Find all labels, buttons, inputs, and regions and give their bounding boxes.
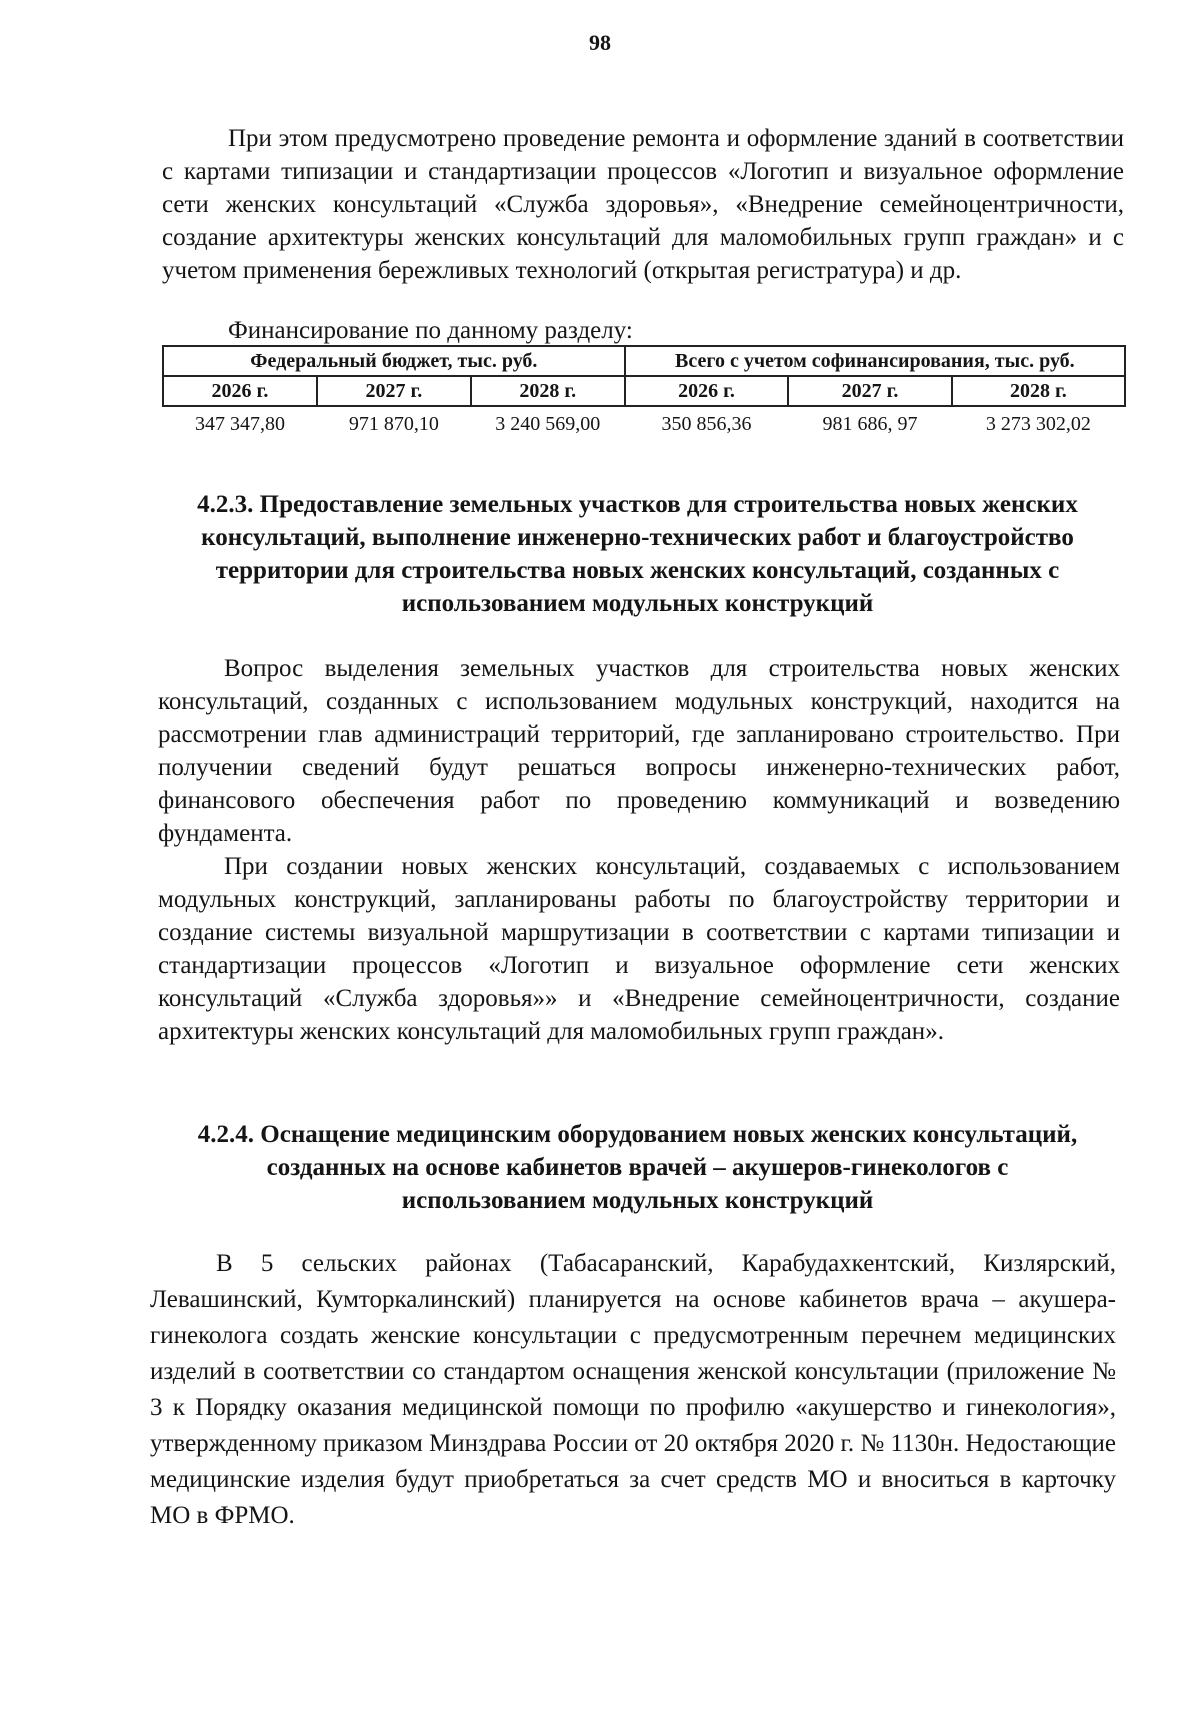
finance-year-header-row (163, 376, 1125, 406)
finance-group-header-row (163, 346, 1125, 376)
section-4-2-3-paragraph-2: При создании новых женских консультаций, создаваемых с использованием модульных конструкций, запланированы работы по благоустройству территории и создание системы визуальной маршрутизации в соответствии с картами типизации и стандартизации процессов «Логотип и визуальное оформление сети женских консультаций «Служба здоровья»» и «Внедрение семейноцентричности, создание архитектуры женских консультаций для маломобильных групп граждан». (158, 853, 1120, 1045)
section-heading-4-2-3: 4.2.3. Предоставление земельных участков для строительства новых женских консультаций, выполнение инженерно-технических работ и благоустройство территории для строительства новых женских консультаций, созданных с использованием модульных конструкций (197, 491, 1078, 617)
finance-value: 3 273 302,02 (985, 413, 1091, 435)
financing-label: Финансирование по данному разделу: (228, 317, 633, 344)
year-header: 2027 г. (788, 376, 952, 406)
finance-header-total: Всего с учетом софинансирования, тыс. руб. (625, 346, 1125, 376)
finance-table (162, 345, 1126, 442)
finance-values-row (163, 406, 1125, 442)
year-header: 2027 г. (317, 376, 471, 406)
finance-value: 981 686, 97 (822, 413, 918, 435)
year-header: 2026 г. (625, 376, 789, 406)
year-header: 2028 г. (952, 376, 1125, 406)
page-number: 98 (589, 30, 611, 55)
intro-paragraph: При этом предусмотрено проведение ремонта и оформление зданий в соответствии с картами типизации и стандартизации процессов «Логотип и визуальное оформление сети женских консультаций «Служба здоровья», «Внедрение семейноцентричности, создание архитектуры женских консультаций для маломобильных групп граждан» и с учетом применения бережливых технологий (открытая регистратура) и др. (162, 125, 1124, 284)
section-4-2-3-paragraph-1: Вопрос выделения земельных участков для строительства новых женских консультаций, созданных с использованием модульных конструкций, находится на рассмотрении глав администраций территорий, где запланировано строительство. При получении сведений будут решаться вопросы инженерно-технических работ, финансового обеспечения работ по проведению коммуникаций и возведению фундамента. (158, 655, 1120, 847)
year-header: 2028 г. (471, 376, 625, 406)
finance-value: 971 870,10 (348, 413, 439, 435)
section-heading-4-2-4: 4.2.4. Оснащение медицинским оборудованием новых женских консультаций, созданных на основе кабинетов врачей – акушеров-гинекологов с использованием модульных конструкций (197, 1121, 1078, 1214)
finance-value: 350 856,36 (661, 413, 752, 435)
section-4-2-4-paragraph-1: В 5 сельских районах (Табасаранский, Карабудахкентский, Кизлярский, Левашинский, Кумторкалинский) планируется на основе кабинетов врача – акушера-гинеколога создать женские консультации с предусмотренным перечнем медицинских изделий в соответствии со стандартом оснащения женской консультации (приложение № 3 к Порядку оказания медицинской помощи по профилю «акушерство и гинекология», утвержденному приказом Минздрава России от 20 октября 2020 г. № 1130н. Недостающие медицинские изделия будут приобретаться за счет средств МО и вноситься в карточку МО в ФРМО. (150, 1250, 1116, 1529)
finance-value: 347 347,80 (194, 413, 285, 435)
finance-header-federal: Федеральный бюджет, тыс. руб. (163, 346, 625, 376)
finance-value: 3 240 569,00 (495, 413, 601, 435)
year-header: 2026 г. (163, 376, 317, 406)
